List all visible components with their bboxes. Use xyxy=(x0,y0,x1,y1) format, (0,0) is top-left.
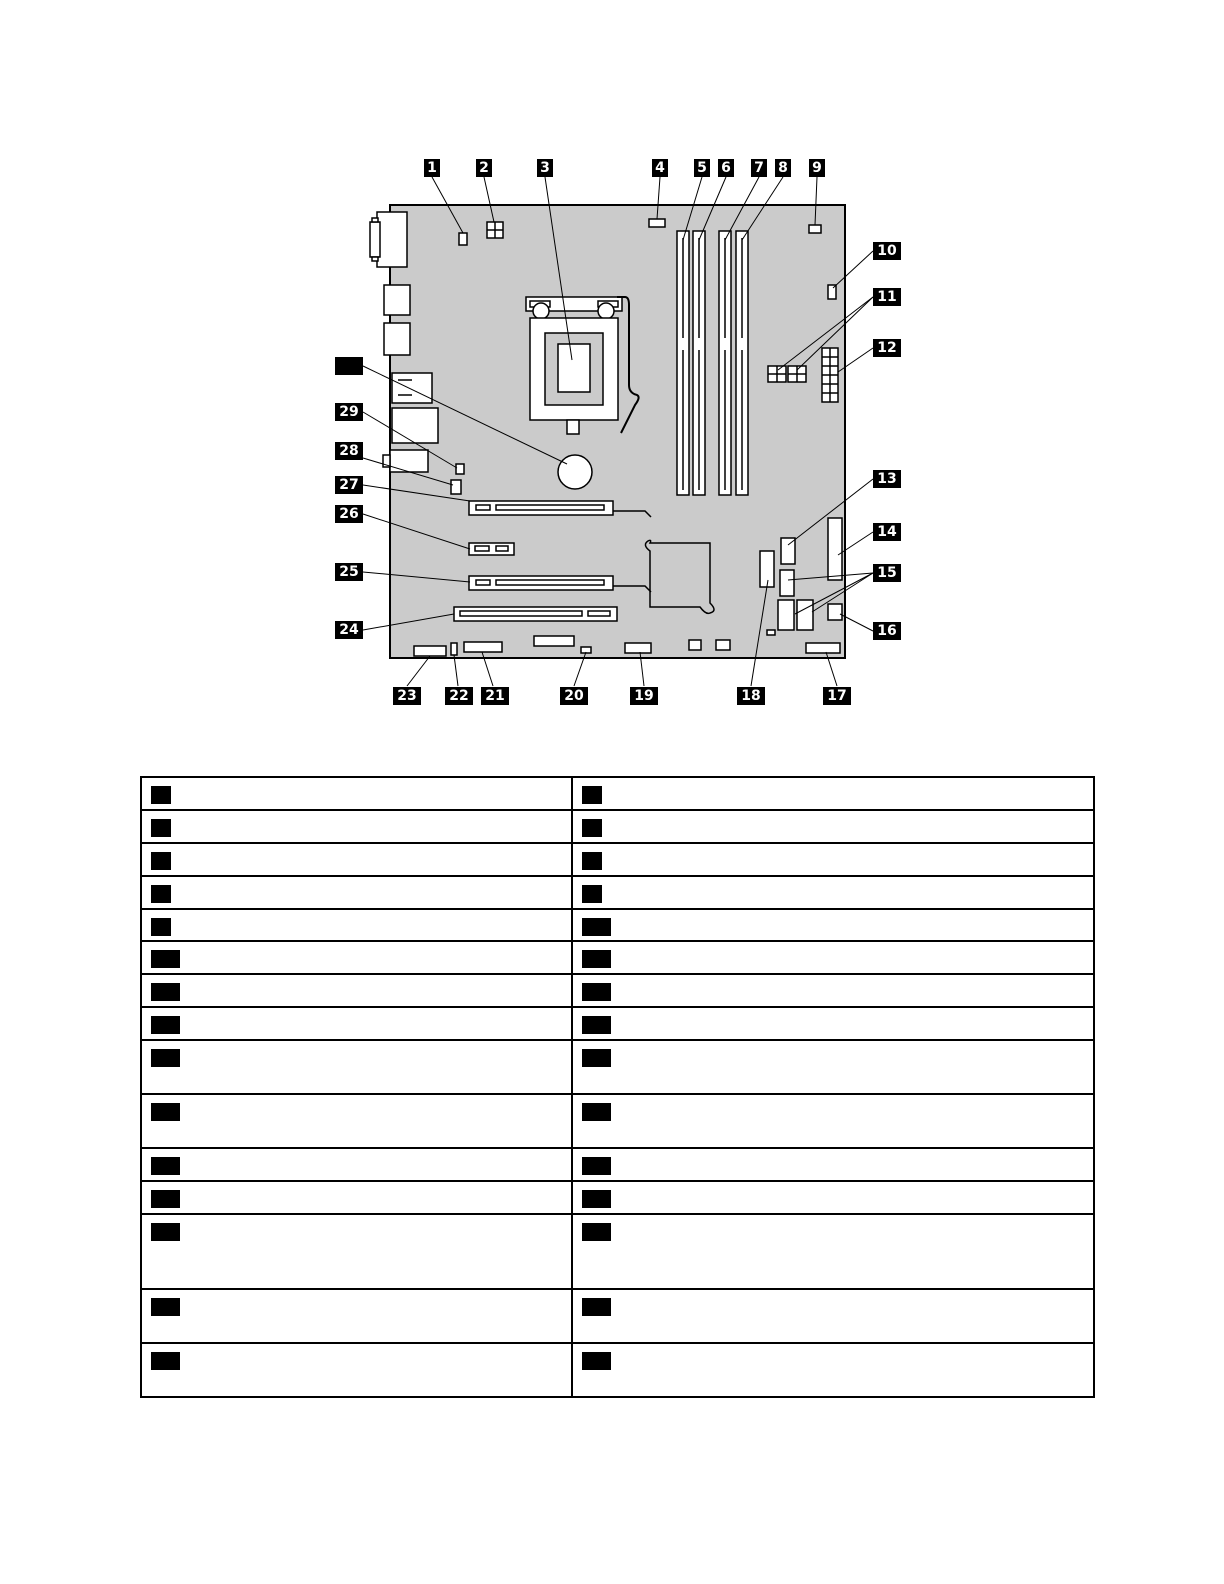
table-cell xyxy=(572,1094,1094,1148)
callout-badge: 1 xyxy=(424,159,440,177)
parts-legend-table xyxy=(140,776,1095,1398)
callout-badge: 8 xyxy=(775,159,791,177)
callout-badge: 24 xyxy=(335,621,363,639)
table-cell xyxy=(572,1343,1094,1397)
callout-badge xyxy=(151,885,171,903)
callout-badge: 12 xyxy=(873,339,901,357)
callout-badge: 3 xyxy=(537,159,553,177)
table-cell xyxy=(572,843,1094,876)
callout-badge: 13 xyxy=(873,470,901,488)
callout-badge: 29 xyxy=(335,403,363,421)
callout-badge xyxy=(582,918,611,936)
callout-badge xyxy=(151,1157,180,1175)
table-row xyxy=(141,810,1094,843)
callout-badge xyxy=(151,1103,180,1121)
callout-badge: 20 xyxy=(560,687,588,705)
sata-port-13 xyxy=(781,538,795,564)
callout-badge: 23 xyxy=(393,687,421,705)
callout-badge: 25 xyxy=(335,563,363,581)
callout-badge xyxy=(582,1223,611,1241)
table-cell xyxy=(572,974,1094,1007)
table-row xyxy=(141,941,1094,974)
callout-badge xyxy=(151,1298,180,1316)
table-cell xyxy=(141,1148,572,1181)
callout-badge: 21 xyxy=(481,687,509,705)
callout-badge xyxy=(582,1190,611,1208)
callout-badge xyxy=(582,819,602,837)
table-row xyxy=(141,1214,1094,1289)
header-10 xyxy=(828,285,836,299)
callout-badge: 5 xyxy=(694,159,710,177)
table-cell xyxy=(141,1289,572,1343)
callout-badge xyxy=(151,1016,180,1034)
callout-badge: 4 xyxy=(652,159,668,177)
table-cell xyxy=(572,1148,1094,1181)
table-row xyxy=(141,1181,1094,1214)
table-row xyxy=(141,1289,1094,1343)
table-cell xyxy=(141,909,572,941)
callout-badge xyxy=(582,1049,611,1067)
callout-badge: 10 xyxy=(873,242,901,260)
callout-badge: 15 xyxy=(873,564,901,582)
callout-badge xyxy=(582,1352,611,1370)
callout-badge xyxy=(582,950,611,968)
callout-badge xyxy=(582,1157,611,1175)
callout-badge xyxy=(151,819,171,837)
callout-badge xyxy=(582,852,602,870)
callout-badge xyxy=(582,1298,611,1316)
table-row xyxy=(141,1094,1094,1148)
table-row xyxy=(141,974,1094,1007)
sata-port-15a xyxy=(780,570,794,596)
header-22 xyxy=(451,643,457,655)
callout-badge: 14 xyxy=(873,523,901,541)
header-29 xyxy=(456,464,464,474)
table-cell xyxy=(572,810,1094,843)
table-cell xyxy=(572,909,1094,941)
sata-port-15b xyxy=(778,600,794,630)
callout-badge: 19 xyxy=(630,687,658,705)
header-23 xyxy=(414,646,446,656)
callout-badge xyxy=(151,1190,180,1208)
table-cell xyxy=(572,876,1094,909)
callout-badge: 18 xyxy=(737,687,765,705)
callout-badge xyxy=(151,1352,180,1370)
table-cell xyxy=(572,1214,1094,1289)
table-cell xyxy=(141,777,572,810)
table-row xyxy=(141,777,1094,810)
table-row xyxy=(141,876,1094,909)
board-outline xyxy=(390,205,845,658)
table-cell xyxy=(572,1040,1094,1094)
callout-badge: 2 xyxy=(476,159,492,177)
table-row xyxy=(141,1148,1094,1181)
callout-badge xyxy=(582,786,602,804)
battery xyxy=(558,455,592,489)
table-cell xyxy=(572,941,1094,974)
callout-badge xyxy=(582,1103,611,1121)
callout-badge xyxy=(151,950,180,968)
connector-16 xyxy=(828,604,842,620)
callout-badge xyxy=(582,1016,611,1034)
callout-badge: 22 xyxy=(445,687,473,705)
table-cell xyxy=(141,1094,572,1148)
table-row xyxy=(141,843,1094,876)
header-b1 xyxy=(689,640,701,650)
callout-badge xyxy=(151,1223,180,1241)
table-cell xyxy=(141,843,572,876)
header-1 xyxy=(459,233,467,245)
callout-badge: 6 xyxy=(718,159,734,177)
table-cell xyxy=(141,941,572,974)
table-cell xyxy=(141,876,572,909)
table-cell xyxy=(141,1343,572,1397)
header-17 xyxy=(806,643,840,653)
callout-badge: 26 xyxy=(335,505,363,523)
callout-badge: 17 xyxy=(823,687,851,705)
callout-badge xyxy=(151,1049,180,1067)
table-cell xyxy=(572,1289,1094,1343)
connector-14 xyxy=(828,518,842,580)
header-21 xyxy=(464,642,502,652)
header-b2 xyxy=(716,640,730,650)
table-cell xyxy=(572,1181,1094,1214)
callout-badge xyxy=(151,786,171,804)
table-cell xyxy=(141,1214,572,1289)
header-9 xyxy=(809,225,821,233)
callout-badge: 27 xyxy=(335,476,363,494)
callout-badge xyxy=(151,852,171,870)
header-4 xyxy=(649,219,665,227)
header-28 xyxy=(451,480,461,494)
table-cell xyxy=(141,1181,572,1214)
sata-port-15c xyxy=(797,600,813,630)
table-row xyxy=(141,1007,1094,1040)
callout-badge: 9 xyxy=(809,159,825,177)
table-row xyxy=(141,1040,1094,1094)
table-cell xyxy=(141,810,572,843)
table-cell xyxy=(141,1040,572,1094)
table-row xyxy=(141,1343,1094,1397)
callout-badge: 16 xyxy=(873,622,901,640)
motherboard-diagram xyxy=(0,0,1224,740)
callout-badge: 28 xyxy=(335,442,363,460)
callout-badge xyxy=(151,983,180,1001)
jumper xyxy=(767,630,775,635)
table-cell xyxy=(141,974,572,1007)
callout-badge: 11 xyxy=(873,288,901,306)
table-cell xyxy=(572,1007,1094,1040)
callout-badge xyxy=(582,983,611,1001)
table-cell xyxy=(572,777,1094,810)
header-top-mid xyxy=(534,636,574,646)
callout-badge xyxy=(582,885,602,903)
callout-badge xyxy=(335,357,363,375)
table-row xyxy=(141,909,1094,941)
callout-badge: 7 xyxy=(751,159,767,177)
chipset xyxy=(645,540,714,613)
connector-18 xyxy=(760,551,774,587)
table-cell xyxy=(141,1007,572,1040)
callout-badge xyxy=(151,918,171,936)
header-19 xyxy=(625,643,651,653)
